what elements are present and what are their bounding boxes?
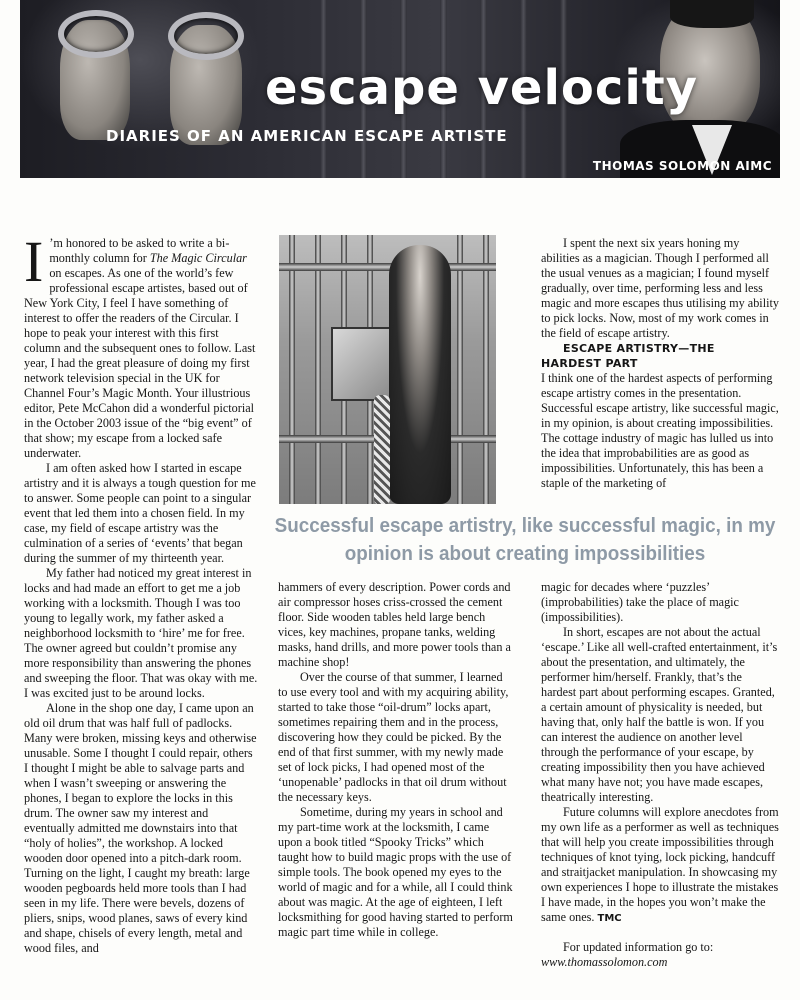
pull-quote: Successful escape artistry, like successful magic, in my opinion is about creating impossibilities [274, 514, 776, 565]
paragraph: Future columns will explore anecdotes from my own life as a performer as well as techniques that will help you create impossibilities through techniques of knot tying, lock picking, handcuff and straitjacket manipulation. In showcasing my own experiences I hope to illustrate the mistakes I have made, in the hopes you won’t make the same ones. TMC [541, 805, 779, 924]
paragraph: I think one of the hardest aspects of performing escape artistry comes in the presentation. Successful escape artistry, like successful magic, in my opinion, is about creating impossibilities. The cottage industry of magic has lulled us into the idea that improbabilities are as good as impossibilities. Unfortunately, this has been a staple of the marketing of [541, 371, 779, 490]
signoff-initials: TMC [597, 913, 622, 924]
column-2 [278, 580, 514, 940]
section-subhead: ESCAPE ARTISTRY—THE HARDEST PART [541, 342, 715, 370]
website-link[interactable]: www.thomassolomon.com [541, 955, 668, 969]
author-byline: THOMAS SOLOMON AIMC [592, 159, 772, 173]
drop-cap: I [24, 229, 44, 294]
paragraph: hammers of every description. Power cords and air compressor hoses criss-crossed the cement floor. Side wooden tables held large bench vices, key machines, propane tanks, welding masks, hand drills, and more power tools than a machine shop! [278, 580, 511, 669]
paragraph: Alone in the shop one day, I came upon an old oil drum that was half full of padlocks. Many were broken, missing keys and otherwise unusable. Some I thought I could repair, others I thought I might be able to salvage parts and when I wasn’t sweeping or answering the phones, I began to explore the locks in this drum. The owner saw my interest and eventually admitted me downstairs into that “holy of holies”, the workshop. A locked wooden door opened into a pitch-dark room. Turning on the light, I caught my breath: large wooden pegboards held more tools than I had seen in my life. There were bevels, dozens of pliers, snips, wood planes, saws of every kind and shape, chisels of every length, metal and wood files, and [24, 701, 257, 955]
column-1 [24, 229, 258, 956]
header-banner [20, 0, 780, 178]
paragraph: In short, escapes are not about the actual ‘escape.’ Like all well-crafted entertainment, it’s about the presentation, and ultimately, the performer him/herself. Frankly, that’s the hardest part about performing escapes. Granted, a certain amount of physicality is needed, but having that, only half the battle is won. If you can interest the audience on another level through the performance of your escape, by creating impossibility then you have achieved what many have not; you have made escapes, theatrically interesting. [541, 625, 778, 804]
info-line: For updated information go to: [563, 940, 714, 954]
paragraph: Over the course of that summer, I learned to use every tool and with my acquiring ability, started to take those “oil-drum” locks apart, sometimes repairing them and in the process, discovering how they could be picked. By the end of that first summer, with my newly made set of lock picks, I had opened most of the ‘unopenable’ padlocks in that oil drum without the necessary keys. [278, 670, 509, 804]
publication-name: The Magic Circular [149, 251, 247, 265]
paragraph: I am often asked how I started in escape artistry and it is always a tough question for me to answer. Some people can point to a singular event that led them into a chosen field. In my case, my field of escape artistry was the culmination of a series of ‘events’ that began during the summer of my thirteenth year. [24, 461, 256, 565]
paragraph: Sometime, during my years in school and my part-time work at the locksmith, I came upon a book titled “Spooky Tricks” which taught how to build magic props with the use of simple tools. The book opened my eyes to the world of magic and for a while, all I could think about was magic. At the age of eighteen, I left locksmithing for good having started to perform magic part time while in college. [278, 805, 513, 939]
paragraph: I spent the next six years honing my abilities as a magician. Though I performed all the usual venues as a magician; I found myself gradually, over time, performing less and less magic and more escapes thus utilising my ability to pick locks. Now, most of my work comes in the field of escape artistry. [541, 236, 779, 340]
article-subtitle: DIARIES OF AN AMERICAN ESCAPE ARTISTE [106, 127, 508, 145]
paragraph: magic for decades where ‘puzzles’ (improbabilities) take the place of magic (impossibilities). [541, 580, 739, 624]
column-3-top [541, 236, 779, 491]
column-3-bottom [541, 580, 779, 970]
column-photo [279, 235, 496, 504]
intro-paragraph: I ’m honored to be asked to write a bi-monthly column for The Magic Circular on escapes. As one of the world’s few professional escape artistes, based out of New York City, I feel I have something of interest to offer the readers of the Circular. I hope to peak your interest with this first column and the subsequent ones to follow. Last year, I had the great pleasure of doing my first network television special in the UK for Channel Four’s Magic Month. Your illustrious editor, Pete McCahon did a wonderful pictorial in the October 2003 issue of the “big event” of that show; my escape from a locked safe underwater. [24, 229, 256, 460]
paragraph: My father had noticed my great interest in locks and had made an effort to get me a job working with a locksmith. Though I was too young to legally work, my father asked a neighborhood locksmith to ‘hire’ me for free. The owner agreed but couldn’t promise any more responsibility than answering the phones and sweeping the floor. That was okay with me. I was excited just to be around locks. [24, 566, 258, 700]
article-title: escape velocity [265, 60, 699, 116]
